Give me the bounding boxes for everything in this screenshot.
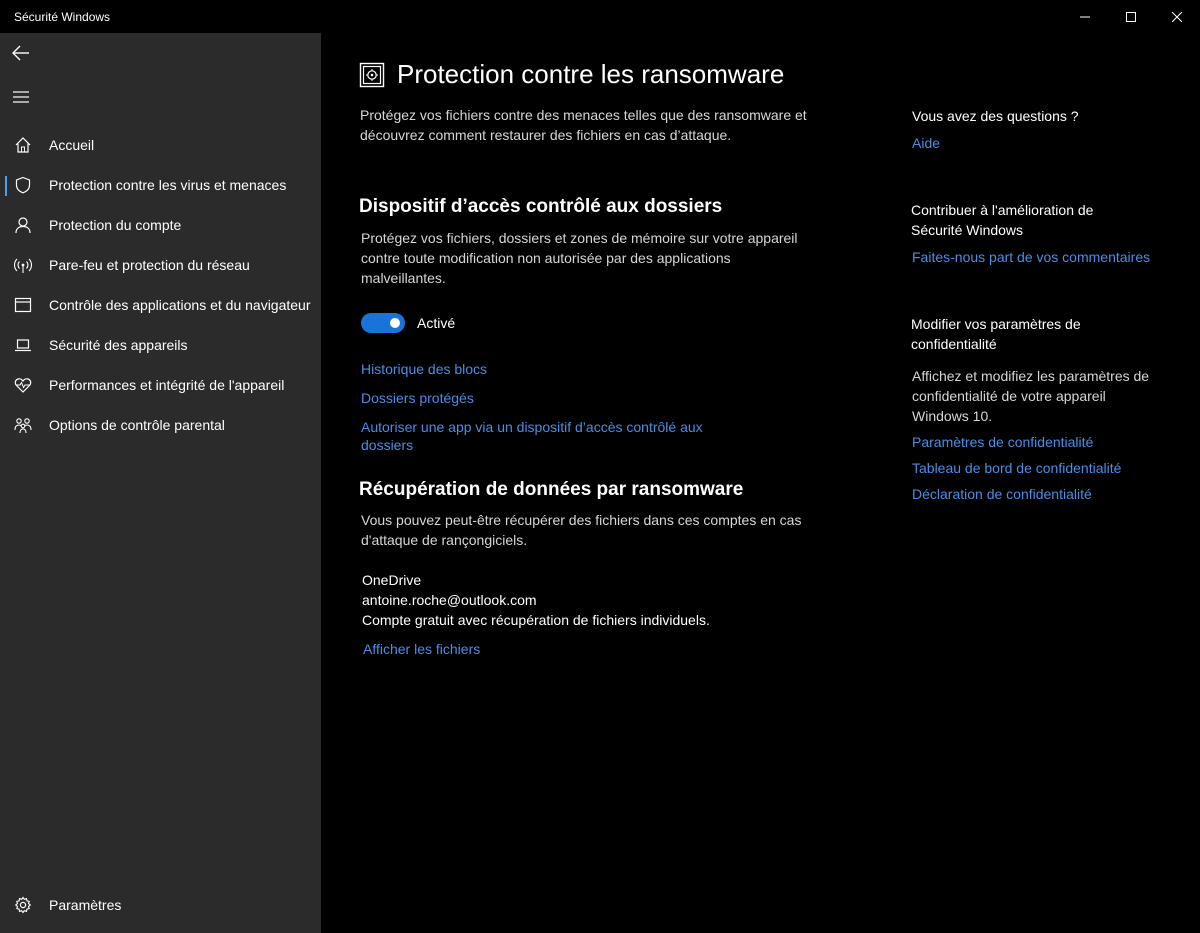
maximize-icon: [1126, 12, 1136, 22]
home-icon: [13, 135, 33, 155]
privacy-settings-link[interactable]: Paramètres de confidentialité: [912, 434, 1094, 450]
questions-heading: Vous avez des questions ?: [912, 108, 1079, 124]
person-icon: [13, 215, 33, 235]
selection-indicator: [5, 176, 7, 196]
recovery-account: antoine.roche@outlook.com: [362, 592, 537, 608]
close-icon: [1172, 12, 1182, 22]
sidebar-item-label: Protection contre les virus et menaces: [49, 177, 287, 193]
sidebar-item-device-performance[interactable]: [0, 365, 321, 405]
window-title: Sécurité Windows: [14, 10, 111, 24]
sidebar-item-label: Pare-feu et protection du réseau: [49, 257, 250, 273]
menu-button[interactable]: [8, 85, 34, 109]
sidebar-item-label: Options de contrôle parental: [49, 417, 225, 433]
main-content: [321, 33, 1200, 933]
sidebar-item-virus-protection[interactable]: [0, 165, 321, 205]
shield-icon: [13, 175, 33, 195]
heart-icon: [13, 375, 33, 395]
page-title: Protection contre les ransomware: [397, 59, 785, 89]
sidebar-item-label: Protection du compte: [49, 217, 182, 233]
gear-icon: [13, 895, 33, 915]
sidebar-item-home[interactable]: [0, 125, 321, 165]
sidebar: [0, 33, 321, 933]
family-icon: [13, 415, 33, 435]
sidebar-item-label: Contrôle des applications et du navigateur: [49, 297, 311, 313]
contribute-heading: Contribuer à l'amélioration de Sécurité Windows: [911, 202, 1094, 238]
sidebar-item-account-protection[interactable]: [0, 205, 321, 245]
sidebar-item-device-security[interactable]: [0, 325, 321, 365]
back-button[interactable]: [8, 41, 34, 65]
privacy-dashboard-link[interactable]: Tableau de bord de confidentialité: [912, 460, 1122, 476]
privacy-heading: Modifier vos paramètres de confidentialité: [911, 316, 1081, 352]
laptop-icon: [13, 335, 33, 355]
recovery-heading: Récupération de données par ransomware: [359, 479, 744, 500]
block-history-link[interactable]: Historique des blocs: [361, 361, 488, 377]
minimize-button[interactable]: [1062, 0, 1108, 33]
feedback-link[interactable]: Faites-nous part de vos commentaires: [912, 249, 1151, 265]
sidebar-item-firewall[interactable]: [0, 245, 321, 285]
title-bar: [0, 0, 1200, 33]
recovery-provider: OneDrive: [362, 572, 422, 588]
cfa-toggle[interactable]: [361, 313, 405, 333]
sidebar-item-app-browser-control[interactable]: [0, 285, 321, 325]
cfa-toggle-state: Activé: [417, 315, 456, 331]
sidebar-item-label: Accueil: [49, 137, 95, 153]
recovery-plan: Compte gratuit avec récupération de fichiers individuels.: [362, 612, 710, 628]
cfa-heading: Dispositif d’accès contrôlé aux dossiers: [359, 196, 723, 217]
sidebar-item-label: Sécurité des appareils: [49, 337, 188, 353]
view-files-link[interactable]: Afficher les fichiers: [363, 641, 481, 657]
protected-folders-link[interactable]: Dossiers protégés: [361, 390, 474, 406]
cfa-description: Protégez vos fichiers, dossiers et zones de mémoire sur votre appareil contre toute modification non autorisée par des applications malveillantes.: [361, 230, 798, 286]
vault-icon: [359, 62, 385, 88]
sidebar-item-family-options[interactable]: [0, 405, 321, 445]
sidebar-item-label: Performances et intégrité de l'appareil: [49, 377, 285, 393]
browser-icon: [13, 295, 33, 315]
privacy-description: Affichez et modifiez les paramètres de confidentialité de votre appareil Windows 10.: [912, 368, 1150, 424]
allow-app-link[interactable]: Autoriser une app via un dispositif d’accès contrôlé aux dossiers: [361, 419, 703, 453]
sidebar-item-settings[interactable]: [0, 885, 321, 925]
page-header: [359, 59, 784, 90]
recovery-description: Vous pouvez peut-être récupérer des fichiers dans ces comptes en cas d'attaque de rançongiciels.: [361, 512, 802, 548]
page-intro: Protégez vos fichiers contre des menaces telles que des ransomware et découvrez comment restaurer des fichiers en cas d’attaque.: [360, 107, 807, 143]
wifi-icon: [13, 255, 33, 275]
privacy-statement-link[interactable]: Déclaration de confidentialité: [912, 486, 1092, 502]
help-link[interactable]: Aide: [912, 135, 941, 151]
hamburger-icon: [13, 91, 29, 103]
close-button[interactable]: [1154, 0, 1200, 33]
back-arrow-icon: [12, 45, 30, 61]
minimize-icon: [1080, 12, 1090, 22]
toggle-knob: [390, 318, 400, 328]
maximize-button[interactable]: [1108, 0, 1154, 33]
settings-label: Paramètres: [49, 897, 122, 913]
